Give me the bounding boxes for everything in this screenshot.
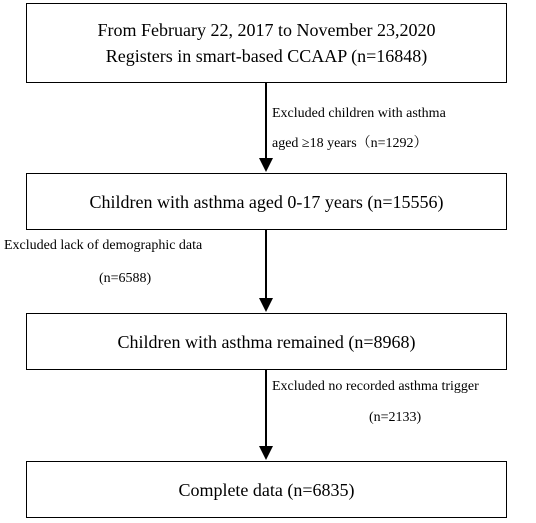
arrowhead-2 — [259, 298, 273, 312]
step-box-remained — [26, 313, 507, 370]
exclusion-1-line2: aged ≥18 years（n=1292） — [272, 136, 428, 151]
exclusion-1-line1: Excluded children with asthma — [272, 106, 446, 121]
exclusion-2-line1: Excluded lack of demographic data — [4, 238, 203, 253]
step-box-children-0-17 — [26, 173, 507, 230]
step-box-children-0-17-label: Children with asthma aged 0-17 years (n=15556) — [89, 191, 444, 212]
exclusion-3-line1: Excluded no recorded asthma trigger — [272, 379, 479, 394]
step-box-complete-data-label: Complete data (n=6835) — [178, 479, 355, 500]
step-box-registers-line1: From February 22, 2017 to November 23,2020 — [97, 20, 436, 40]
step-box-registers-line2: Registers in smart-based CCAAP (n=16848) — [105, 46, 428, 66]
arrowhead-3 — [259, 446, 273, 460]
step-box-registers — [26, 3, 507, 83]
arrowhead-1 — [259, 158, 273, 172]
step-box-complete-data — [26, 461, 507, 518]
step-box-remained-label: Children with asthma remained (n=8968) — [117, 331, 416, 352]
exclusion-3-line2: (n=2133) — [369, 410, 422, 425]
exclusion-2-line2: (n=6588) — [99, 271, 152, 286]
